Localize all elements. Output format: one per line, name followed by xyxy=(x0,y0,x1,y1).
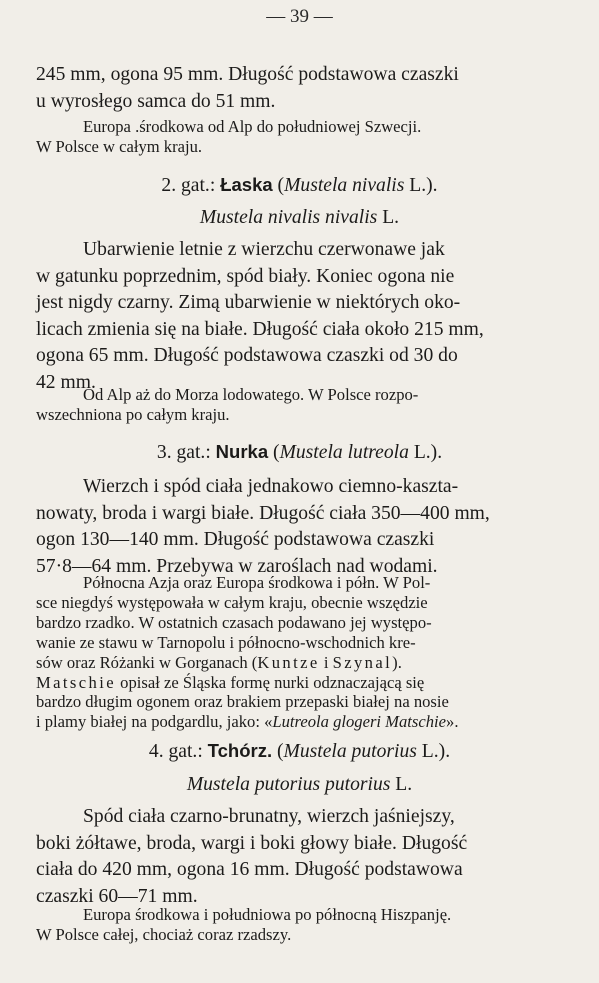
text-line: Europa środkowa i południowa po północną Hiszpanję. xyxy=(83,905,452,924)
species-author: L.). xyxy=(413,442,443,463)
text-line: wszechniona po całym kraju. xyxy=(36,404,230,424)
species-number: 4. gat.: xyxy=(148,741,203,762)
distribution-note-2 xyxy=(36,385,568,425)
text-line: boki żółtawe, broda, wargi i boki głowy białe. Długość xyxy=(36,832,468,854)
species-number: 2. gat.: xyxy=(161,175,216,196)
species-latin-name: Mustela putorius xyxy=(283,741,417,762)
text-line: Od Alp aż do Morza lodowatego. W Polsce rozpo- xyxy=(83,385,419,404)
species-common-name: Łaska xyxy=(220,174,273,195)
text-line: Europa .środkowa od Alp do południowej Szwecji. xyxy=(83,117,422,136)
text-line: W Polsce w całym kraju. xyxy=(36,136,203,156)
author-name: Matschie xyxy=(36,672,117,692)
text-line: u wyrosłego samca do 51 mm. xyxy=(36,90,276,112)
species-latin-name: Mustela nivalis xyxy=(284,175,405,196)
subspecies-latin-name: Mustela nivalis nivalis xyxy=(199,207,378,228)
distribution-note-4 xyxy=(36,905,568,945)
species-heading-laska: 2. gat.: Łaska (Mustela nivalis L.). xyxy=(161,174,438,196)
species-number: 3. gat.: xyxy=(156,442,211,463)
text-line: Wierzch i spód ciała jednakowo ciemno-kaszta- xyxy=(83,476,459,497)
author-name: Kuntze xyxy=(257,652,320,672)
text-line: ogon 130—140 mm. Długość podstawowa czaszki xyxy=(36,529,435,551)
text-line: W Polsce całej, chociaż coraz rzadszy. xyxy=(36,924,292,944)
description-paragraph-laska xyxy=(36,237,568,397)
text-line: ogona 65 mm. Długość podstawowa czaszki od 30 do xyxy=(36,345,458,367)
distribution-note-1 xyxy=(36,117,568,157)
subspecies-heading-nivalis xyxy=(0,205,599,231)
subspecies-heading-putorius xyxy=(0,772,599,798)
text-line: ciała do 420 mm, ogona 16 mm. Długość podstawowa xyxy=(36,859,463,881)
distribution-note-3 xyxy=(36,573,568,732)
text-fragment: i plamy białej na podgardlu, jako: « xyxy=(36,712,273,732)
subspecies-author: L. xyxy=(395,774,413,795)
text-line: Spód ciała czarno-brunatny, wierzch jaśniejszy, xyxy=(83,806,455,827)
text-fragment: opisał ze Śląska formę nurki odznaczającą się xyxy=(116,672,425,692)
text-line: 57·8—64 mm. Przebywa w zaroślach nad wodami. xyxy=(36,555,438,577)
page-number: — 39 — xyxy=(266,6,333,27)
species-common-name: Nurka xyxy=(215,441,269,462)
subspecies-author: L. xyxy=(382,207,400,228)
text-line: Północna Azja oraz Europa środkowa i półn. W Pol- xyxy=(83,573,431,592)
text-line: 42 mm. xyxy=(36,371,96,393)
text-line: sce niegdyś występowała w całym kraju, obecnie wszędzie xyxy=(36,592,428,612)
text-line: sów oraz Różanki w Gorganach ( xyxy=(36,652,258,672)
description-paragraph-nurka xyxy=(36,474,568,580)
description-paragraph-tchorz xyxy=(36,804,568,910)
text-line: bardzo rzadko. W ostatnich czasach podawano jej występo- xyxy=(36,612,432,632)
text-line: 245 mm, ogona 95 mm. Długość podstawowa czaszki xyxy=(36,64,459,85)
text-line: wanie ze stawu w Tarnopolu i północno-wschodnich kre- xyxy=(36,632,416,652)
species-author: L.). xyxy=(421,741,451,762)
text-fragment: ). xyxy=(392,652,402,672)
species-heading-tchorz: 4. gat.: Tchórz. (Mustela putorius L.). xyxy=(148,740,451,762)
subspecies-latin-name: Mustela putorius putorius xyxy=(186,774,391,795)
text-line: nowaty, broda i wargi białe. Długość ciała 350—400 mm, xyxy=(36,502,490,524)
author-name: Szynal xyxy=(332,652,393,672)
form-latin-name: Lutreola glogeri Matschie xyxy=(272,712,447,732)
text-fragment: i xyxy=(319,652,333,672)
text-fragment: ». xyxy=(446,712,459,732)
species-heading-nurka: 3. gat.: Nurka (Mustela lutreola L.). xyxy=(156,441,443,463)
text-line: jest nigdy czarny. Zimą ubarwienie w niektórych oko- xyxy=(36,292,461,314)
text-line: licach zmienia się na białe. Długość ciała około 215 mm, xyxy=(36,318,484,340)
text-line: w gatunku poprzednim, spód biały. Koniec ogona nie xyxy=(36,265,455,287)
species-common-name: Tchórz. xyxy=(207,740,273,761)
text-line: bardzo długim ogonem oraz brakiem przepaski białej na nosie xyxy=(36,692,449,712)
paragraph-measurements-continued xyxy=(36,62,568,115)
species-latin-name: Mustela lutreola xyxy=(279,442,409,463)
text-line: czaszki 60—71 mm. xyxy=(36,885,198,907)
text-line: Ubarwienie letnie z wierzchu czerwonawe jak xyxy=(83,239,445,260)
species-author: L.). xyxy=(409,175,438,196)
